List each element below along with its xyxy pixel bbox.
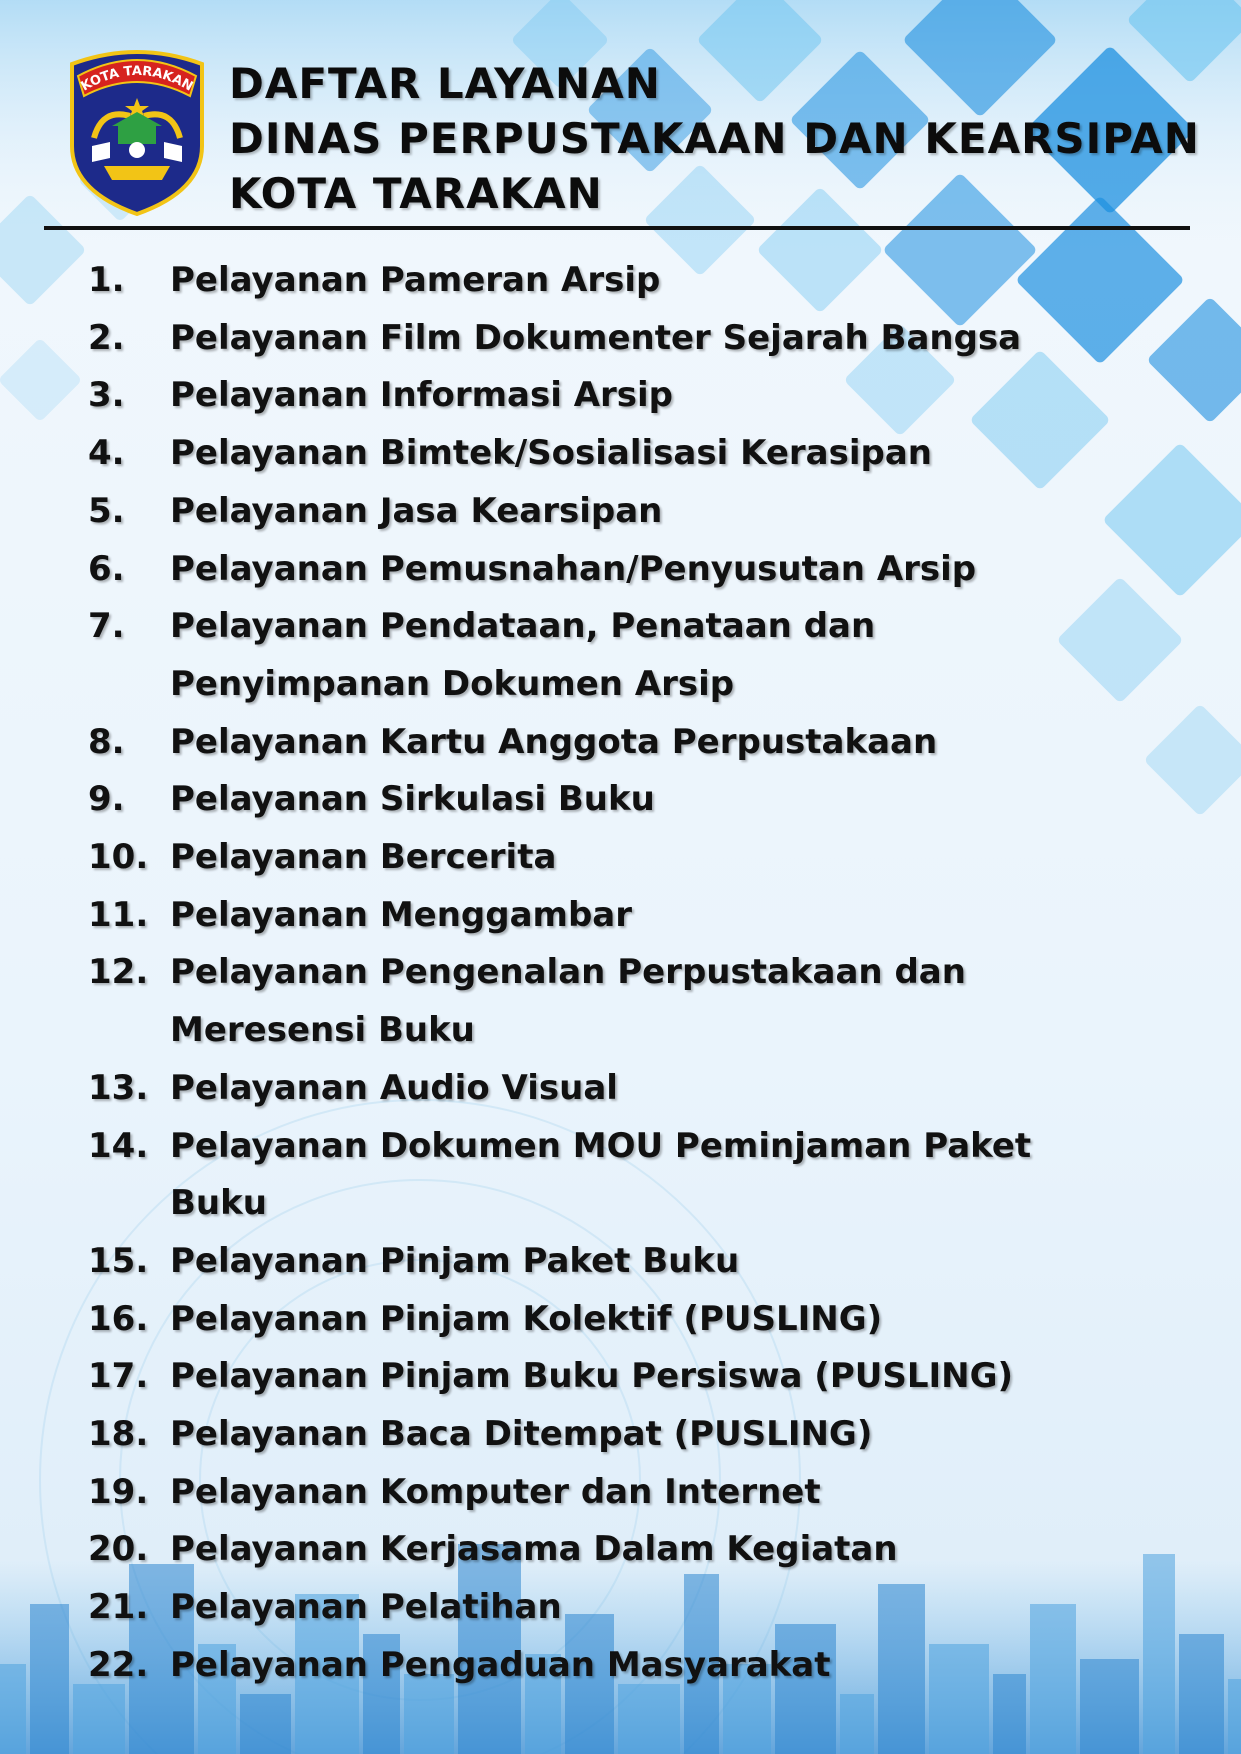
list-item — [88, 1464, 1031, 1522]
item-label — [170, 1464, 821, 1522]
decorative-building — [0, 1664, 26, 1754]
list-item — [88, 541, 1031, 599]
decorative-building — [1143, 1554, 1175, 1754]
item-number: 7. — [88, 606, 125, 647]
header-title: DAFTAR LAYANAN — [229, 59, 661, 108]
item-label — [170, 367, 673, 425]
item-label-line: Pelayanan Pengenalan Perpustakaan dan — [170, 952, 966, 993]
item-number: 8. — [88, 721, 125, 762]
decorative-building — [1228, 1679, 1241, 1754]
item-number: 3. — [88, 375, 125, 416]
decorative-diamond — [1146, 296, 1241, 423]
list-item — [88, 1637, 1031, 1695]
item-number: 12. — [88, 952, 149, 993]
list-item — [88, 367, 1031, 425]
item-number: 22. — [88, 1644, 149, 1685]
decorative-building — [1179, 1634, 1224, 1754]
list-item — [88, 1233, 1031, 1291]
item-label — [170, 1060, 618, 1118]
list-item — [88, 714, 1031, 772]
item-label-line: Pelayanan Dokumen MOU Peminjaman Paket — [170, 1125, 1032, 1166]
list-item — [88, 1579, 1031, 1637]
list-item — [88, 1406, 1031, 1464]
item-label — [170, 1579, 562, 1637]
decorative-building — [30, 1604, 69, 1754]
decorative-diamond — [0, 338, 82, 423]
item-label — [170, 771, 655, 829]
item-label — [170, 887, 632, 945]
item-label-line: Pelayanan Pameran Arsip — [170, 260, 661, 300]
svg-text:KOTA TARAKAN: KOTA TARAKAN — [78, 63, 196, 95]
header-divider — [44, 226, 1190, 230]
item-label-line: Pelayanan Pengaduan Masyarakat — [170, 1644, 831, 1685]
item-label-line: Buku — [170, 1183, 267, 1224]
decorative-building — [240, 1694, 291, 1754]
list-item — [88, 483, 1031, 541]
item-number: 15. — [88, 1240, 149, 1281]
item-label — [170, 829, 556, 887]
item-number: 13. — [88, 1067, 149, 1108]
list-item — [88, 310, 1031, 368]
item-label — [170, 252, 660, 310]
list-item — [88, 1348, 1031, 1406]
list-item — [88, 598, 1031, 713]
item-label-line: Penyimpanan Dokumen Arsip — [170, 663, 735, 704]
item-label-line: Pelayanan Menggambar — [170, 894, 633, 935]
item-label-line: Pelayanan Pemusnahan/Penyusutan Arsip — [170, 548, 977, 589]
item-number: 4. — [88, 433, 125, 474]
item-label — [170, 598, 875, 713]
item-number: 11. — [88, 894, 149, 935]
header-agency: DINAS PERPUSTAKAAN DAN KEARSIPAN — [229, 114, 1200, 163]
item-number: 10. — [88, 837, 149, 878]
item-label — [170, 1348, 1013, 1406]
item-label — [170, 1406, 872, 1464]
item-label-line: Pelayanan Informasi Arsip — [170, 375, 674, 416]
list-item — [88, 887, 1031, 945]
item-label — [170, 425, 932, 483]
item-label-line: Pelayanan Bimtek/Sosialisasi Kerasipan — [170, 433, 932, 474]
decorative-diamond — [1056, 576, 1183, 703]
item-number: 6. — [88, 548, 125, 589]
list-item — [88, 1118, 1031, 1233]
list-item — [88, 771, 1031, 829]
item-label — [170, 944, 966, 1059]
item-number: 14. — [88, 1125, 149, 1166]
item-number: 17. — [88, 1356, 149, 1397]
item-label-line: Pelayanan Pendataan, Penataan dan — [170, 606, 876, 647]
list-item — [88, 252, 1031, 310]
item-label-line: Meresensi Buku — [170, 1010, 475, 1051]
item-label — [170, 714, 937, 772]
list-item — [88, 1521, 1031, 1579]
item-label — [170, 1118, 1031, 1233]
item-label-line: Pelayanan Jasa Kearsipan — [170, 490, 663, 531]
item-label-line: Pelayanan Film Dokumenter Sejarah Bangsa — [170, 317, 1022, 358]
item-label — [170, 1637, 830, 1695]
item-label-line: Pelayanan Bercerita — [170, 837, 557, 878]
decorative-diamond — [1143, 703, 1241, 816]
item-label — [170, 1521, 898, 1579]
item-label — [170, 310, 1021, 368]
item-label — [170, 1233, 739, 1291]
list-item — [88, 1060, 1031, 1118]
item-label-line: Pelayanan Audio Visual — [170, 1067, 618, 1108]
item-label-line: Pelayanan Sirkulasi Buku — [170, 779, 655, 820]
decorative-building — [1080, 1659, 1139, 1754]
item-label-line: Pelayanan Pelatihan — [170, 1587, 562, 1628]
item-label-line: Pelayanan Kerjasama Dalam Kegiatan — [170, 1529, 898, 1570]
item-number: 9. — [88, 779, 125, 820]
decorative-building — [1030, 1604, 1076, 1754]
item-number: 1. — [88, 260, 125, 300]
item-label-line: Pelayanan Baca Ditempat (PUSLING) — [170, 1414, 873, 1455]
item-label-line: Pelayanan Pinjam Paket Buku — [170, 1240, 740, 1281]
item-number: 2. — [88, 317, 125, 358]
item-number: 5. — [88, 490, 125, 531]
service-list — [88, 252, 1031, 1695]
item-number: 18. — [88, 1414, 149, 1455]
item-label-line: Pelayanan Pinjam Buku Persiswa (PUSLING) — [170, 1356, 1014, 1397]
decorative-diamond — [1102, 442, 1241, 598]
item-number: 19. — [88, 1471, 149, 1512]
item-label — [170, 1291, 882, 1349]
item-number: 16. — [88, 1298, 149, 1339]
item-label — [170, 541, 976, 599]
list-item — [88, 1291, 1031, 1349]
item-number: 21. — [88, 1587, 149, 1628]
kota-tarakan-logo — [62, 46, 212, 216]
item-label-line: Pelayanan Komputer dan Internet — [170, 1471, 821, 1512]
item-label — [170, 483, 662, 541]
decorative-building — [840, 1694, 874, 1754]
item-number: 20. — [88, 1529, 149, 1570]
page-header — [229, 56, 1200, 221]
item-label-line: Pelayanan Kartu Anggota Perpustakaan — [170, 721, 938, 762]
list-item — [88, 425, 1031, 483]
list-item — [88, 944, 1031, 1059]
header-city: KOTA TARAKAN — [229, 169, 603, 218]
list-item — [88, 829, 1031, 887]
item-label-line: Pelayanan Pinjam Kolektif (PUSLING) — [170, 1298, 883, 1339]
